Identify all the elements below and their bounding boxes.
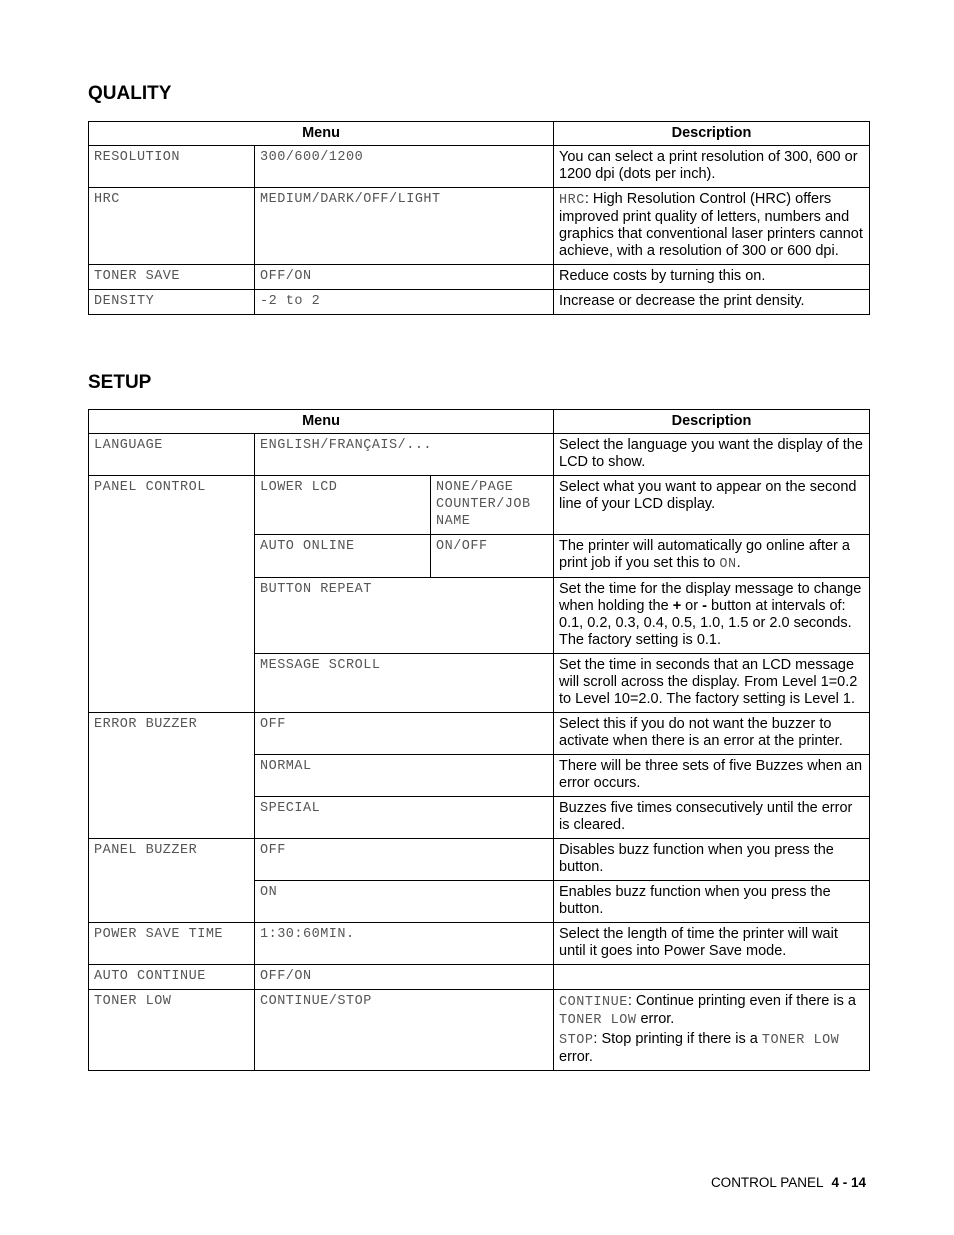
description-text: The printer will automatically go online after a print job if you set this to [559, 538, 850, 571]
description-text: or [681, 598, 703, 614]
footer-section: CONTROL PANEL [710, 1175, 824, 1190]
table-row [89, 839, 870, 881]
menu-value: -2 to 2 [255, 290, 554, 315]
menu-subitem: BUTTON REPEAT [255, 578, 554, 654]
description-text: error. [636, 1011, 675, 1027]
code-text: HRC [559, 193, 585, 208]
table-row [89, 713, 870, 755]
table-row [89, 290, 870, 315]
menu-item: LANGUAGE [89, 434, 255, 476]
menu-item: DENSITY [89, 290, 255, 315]
description-header: Description [554, 410, 870, 434]
table-row [89, 265, 870, 290]
description: Enables buzz function when you press the button. [554, 881, 870, 923]
plus-key: + [672, 598, 682, 614]
menu-value: ENGLISH/FRANÇAIS/... [255, 434, 554, 476]
menu-item: TONER LOW [89, 990, 255, 1071]
code-text: CONTINUE [559, 995, 628, 1010]
table-header-row [89, 410, 870, 434]
description: Buzzes five times consecutively until the error is cleared. [554, 797, 870, 839]
menu-value: OFF [255, 839, 554, 881]
description: Select the language you want the display of the LCD to show. [554, 434, 870, 476]
description: You can select a print resolution of 300, 600 or 1200 dpi (dots per inch). [554, 146, 870, 188]
description [554, 578, 870, 654]
page-footer [711, 1175, 866, 1190]
description-header: Description [554, 122, 870, 146]
continue-description [559, 993, 864, 1029]
description [554, 990, 870, 1071]
menu-item: RESOLUTION [89, 146, 255, 188]
stop-description [559, 1031, 864, 1066]
description-text: button at intervals of: 0.1, 0.2, 0.3, 0.4, 0.5, 1.0, 1.5 or 2.0 seconds. The factory setting is 0.1. [559, 598, 852, 648]
menu-item: AUTO CONTINUE [89, 965, 255, 990]
menu-subitem: AUTO ONLINE [255, 535, 431, 578]
code-text: TONER LOW [559, 1013, 637, 1028]
description: Select this if you do not want the buzzer to activate when there is an error at the printer. [554, 713, 870, 755]
menu-item: ERROR BUZZER [89, 713, 255, 839]
table-row [89, 434, 870, 476]
menu-value: 300/600/1200 [255, 146, 554, 188]
menu-item: HRC [89, 188, 255, 265]
minus-key: - [702, 598, 707, 614]
description: Disables buzz function when you press the button. [554, 839, 870, 881]
table-row [89, 476, 870, 535]
menu-value: OFF/ON [255, 965, 554, 990]
menu-value: OFF [255, 713, 554, 755]
code-text: STOP [559, 1033, 594, 1048]
menu-item: POWER SAVE TIME [89, 923, 255, 965]
table-header-row [89, 122, 870, 146]
description [554, 535, 870, 578]
description [554, 188, 870, 265]
menu-value: SPECIAL [255, 797, 554, 839]
menu-value: CONTINUE/STOP [255, 990, 554, 1071]
menu-item: PANEL CONTROL [89, 476, 255, 713]
description [554, 965, 870, 990]
description-text: . [736, 555, 741, 571]
menu-value: ON [255, 881, 554, 923]
menu-value: NONE/PAGE COUNTER/JOB NAME [431, 476, 554, 535]
table-row [89, 990, 870, 1071]
menu-header: Menu [89, 122, 554, 146]
table-row [89, 923, 870, 965]
menu-item: TONER SAVE [89, 265, 255, 290]
description: Increase or decrease the print density. [554, 290, 870, 315]
menu-value: ON/OFF [431, 535, 554, 578]
description: Reduce costs by turning this on. [554, 265, 870, 290]
page-number: 4 - 14 [831, 1175, 866, 1190]
code-text: ON [719, 557, 737, 572]
description: There will be three sets of five Buzzes when an error occurs. [554, 755, 870, 797]
description-text: : High Resolution Control (HRC) offers improved print quality of letters, numbers and graphics that conventional laser printers cannot achieve, with a resolution of 300 or 600 dpi. [559, 191, 863, 259]
setup-table [88, 409, 870, 1071]
menu-subitem: LOWER LCD [255, 476, 431, 535]
description-text: Set the time for the display message to change when holding the [559, 581, 862, 614]
table-row [89, 188, 870, 265]
menu-value: MEDIUM/DARK/OFF/LIGHT [255, 188, 554, 265]
menu-subitem: MESSAGE SCROLL [255, 654, 554, 713]
menu-value: 1:30:60MIN. [255, 923, 554, 965]
quality-table [88, 121, 870, 315]
table-row [89, 146, 870, 188]
description: Select what you want to appear on the second line of your LCD display. [554, 476, 870, 535]
menu-value: NORMAL [255, 755, 554, 797]
description-text: : Stop printing if there is a [593, 1031, 762, 1047]
menu-header: Menu [89, 410, 554, 434]
description-text: error. [559, 1049, 593, 1065]
section-title-setup: SETUP [88, 372, 152, 393]
description: Select the length of time the printer will wait until it goes into Power Save mode. [554, 923, 870, 965]
code-text: TONER LOW [761, 1033, 840, 1048]
description-text: : Continue printing even if there is a [627, 993, 856, 1009]
table-row [89, 965, 870, 990]
menu-value: OFF/ON [255, 265, 554, 290]
section-title-quality: QUALITY [88, 83, 172, 104]
menu-item: PANEL BUZZER [89, 839, 255, 923]
description: Set the time in seconds that an LCD message will scroll across the display. From Level 1=0.2 to Level 10=2.0. The factory setting is Level 1. [554, 654, 870, 713]
